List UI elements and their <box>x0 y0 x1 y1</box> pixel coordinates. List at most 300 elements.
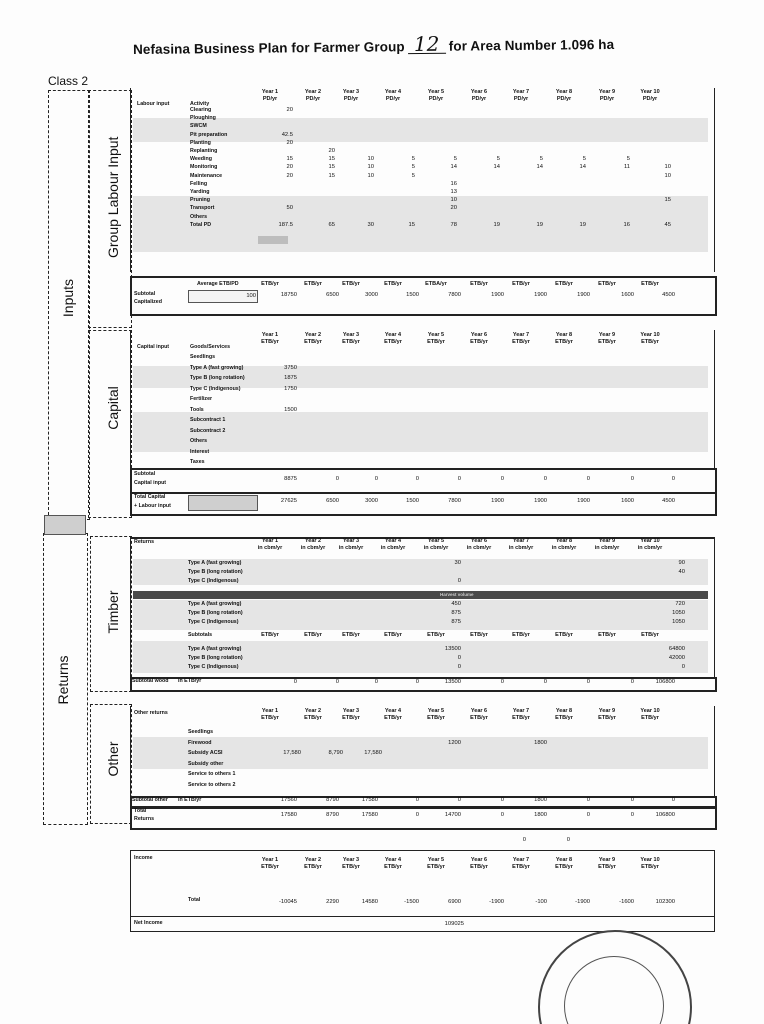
labour-activity-planting: Planting <box>190 139 211 146</box>
timber-subtotal-label: Subtotal wood <box>132 678 169 684</box>
capital-total-cell-y7: 1900 <box>534 498 547 504</box>
labour-col2-label: Activity <box>190 101 210 107</box>
labour-activity-felling: Felling <box>190 180 208 187</box>
group-number-handwritten: 12 <box>408 35 446 54</box>
capital-col1-label: Capital input <box>137 344 170 350</box>
capital-subtotal-cell-y4: 0 <box>415 476 419 482</box>
timber-subtotals-unit-y3: ETB/yr <box>342 632 360 638</box>
timber-subtotals-unit-y2: ETB/yr <box>304 632 322 638</box>
year-label: Year 5 <box>427 89 445 95</box>
income-total-cell-y4: -1500 <box>404 899 419 905</box>
timber-y10-value: 0 <box>681 664 685 671</box>
other-subtotal-label: Subtotal other <box>132 797 168 803</box>
year-label: Year 7 <box>512 708 530 714</box>
capital-item: Subcontract 2 <box>190 427 226 434</box>
timber-header-year-9 <box>585 538 629 552</box>
timber-y10-value: 42000 <box>668 655 685 662</box>
timber-y10-value: 1050 <box>672 619 685 626</box>
labour-value: 15 <box>664 197 671 204</box>
capital-header-year-10 <box>628 332 672 346</box>
year-label: Year 8 <box>555 857 573 863</box>
labour-activity-others: Others <box>190 213 208 220</box>
year-label: Year 4 <box>384 857 402 863</box>
other-subtotal-cell-y5: 0 <box>457 797 461 803</box>
capital-total-cell-y9: 1600 <box>621 498 634 504</box>
labour-header-year-9 <box>585 89 629 103</box>
page-title: Nefasina Business Plan for Farmer Group 12 for Area Number 1.096 ha <box>132 31 615 57</box>
timber-header-year-4 <box>371 538 415 552</box>
year-label: Year 4 <box>384 538 402 544</box>
unit-label: ETB/yr <box>512 715 530 721</box>
labour-header-year-3 <box>329 89 373 103</box>
timber-subtotals-unit-y8: ETB/yr <box>555 632 573 638</box>
other-subtotal-cell-y8: 0 <box>586 797 590 803</box>
labour-value: 20 <box>286 164 293 171</box>
timber-subtotal-cell-y9: 0 <box>630 679 634 685</box>
labour-etb-unit-y6: ETB/yr <box>470 281 488 287</box>
labour-activity-weeding: Weeding <box>190 156 212 163</box>
income-header-year-9 <box>585 857 629 871</box>
timber-subtotals-label: Subtotals <box>188 632 213 638</box>
labour-value: 5 <box>496 156 500 163</box>
year-label: Year 10 <box>640 538 660 544</box>
subsidy-acsi-y1: 17,580 <box>283 750 301 756</box>
other-side-label: Other <box>105 741 121 777</box>
year-label: Year 9 <box>598 538 616 544</box>
year-label: Year 7 <box>512 332 530 338</box>
year-label: Year 1 <box>261 708 279 714</box>
unit-label: PD/yr <box>428 96 444 102</box>
income-total-cell-y10: 102300 <box>655 899 675 905</box>
income-total-cell-y9: -1600 <box>619 899 634 905</box>
other-total-cell-y9: 0 <box>630 812 634 818</box>
income-divider <box>130 916 715 917</box>
capital-item: Type A (fast growing) <box>190 364 244 371</box>
labour-etb-unit-y4: ETB/yr <box>384 281 402 287</box>
unit-label: ETB/yr <box>598 864 616 870</box>
year-label: Year 1 <box>261 857 279 863</box>
year-label: Year 8 <box>555 332 573 338</box>
income-total-cell-y2: 2290 <box>326 899 339 905</box>
income-header-year-10 <box>628 857 672 871</box>
capital-total-cell-y6: 1900 <box>491 498 504 504</box>
labour-activity-maintenance: Maintenance <box>190 172 223 179</box>
other-total-label2: Returns <box>134 816 155 822</box>
labour-value: 65 <box>328 221 335 228</box>
labour-value: 30 <box>367 221 374 228</box>
timber-row-label: Type B (long rotation) <box>188 569 243 576</box>
other-returns-label: Other returns <box>134 710 168 716</box>
other-item: Service to others 2 <box>188 781 236 788</box>
timber-side-label: Timber <box>105 590 121 634</box>
other-header-year-8 <box>542 708 586 722</box>
timber-subtotal-cell-y6: 0 <box>500 679 504 685</box>
labour-value: 187.5 <box>278 221 293 228</box>
capital-side-label: Capital <box>105 386 121 430</box>
labour-subtotal-cell-y8: 1900 <box>577 292 590 298</box>
year-label: Year 9 <box>598 332 616 338</box>
capital-value: 1500 <box>284 406 297 413</box>
year-label: Year 8 <box>555 708 573 714</box>
capital-subtotal-cell-y5: 0 <box>457 476 461 482</box>
timber-header-year-7 <box>499 538 543 552</box>
labour-header-year-1 <box>248 89 292 103</box>
year-label: Year 6 <box>470 89 488 95</box>
unit-label: ETB/yr <box>384 864 402 870</box>
labour-value: 20 <box>286 172 293 179</box>
unit-label: ETB/yr <box>512 339 530 345</box>
capital-item: Type C (Indigenous) <box>190 385 241 392</box>
labour-subtotal-cell-y5: 7800 <box>448 292 461 298</box>
transport-cell-marker <box>258 236 288 244</box>
labour-value: 15 <box>328 164 335 171</box>
income-header-year-5 <box>414 857 458 871</box>
below-value-2: 0 <box>566 837 570 843</box>
year-label: Year 9 <box>598 857 616 863</box>
timber-y5-value: 875 <box>451 619 461 626</box>
unit-label: ETB/yr <box>342 339 360 345</box>
timber-subtotal-cell-y1: 0 <box>293 679 297 685</box>
unit-label: ETB/yr <box>261 715 279 721</box>
income-total-cell-y6: -1900 <box>489 899 504 905</box>
timber-row-label: Type C (Indigenous) <box>188 664 239 671</box>
unit-label: in cbm/yr <box>300 545 326 551</box>
other-subtotal-cell-y4: 0 <box>415 797 419 803</box>
unit-label: ETB/yr <box>304 715 322 721</box>
year-label: Year 7 <box>512 538 530 544</box>
capital-header-year-1 <box>248 332 292 346</box>
other-total-cell-y1: 17580 <box>280 812 297 818</box>
capital-header-year-9 <box>585 332 629 346</box>
timber-header-year-3 <box>329 538 373 552</box>
capital-total-cell-y2: 6500 <box>326 498 339 504</box>
labour-value: 10 <box>664 172 671 179</box>
year-label: Year 10 <box>640 708 660 714</box>
timber-y5-value: 450 <box>451 601 461 607</box>
capital-subtotal-cell-y10: 0 <box>671 476 675 482</box>
unit-label: ETB/yr <box>342 864 360 870</box>
labour-value: 19 <box>536 221 543 228</box>
labour-etb-unit-y3: ETB/yr <box>342 281 360 287</box>
income-header-year-7 <box>499 857 543 871</box>
labour-value: 14 <box>536 164 543 171</box>
unit-label: in cbm/yr <box>423 545 449 551</box>
labour-value: 20 <box>450 205 457 212</box>
unit-label: in cbm/yr <box>594 545 620 551</box>
capital-header-year-8 <box>542 332 586 346</box>
year-label: Year 8 <box>555 538 573 544</box>
other-subtotal-cell-y3: 17580 <box>361 797 378 803</box>
timber-subtotals-unit-y1: ETB/yr <box>261 632 279 638</box>
unit-label: ETB/yr <box>641 715 659 721</box>
timber-row-label: Type C (Indigenous) <box>188 578 239 585</box>
capital-item: Others <box>190 438 208 444</box>
capital-header-year-4 <box>371 332 415 346</box>
other-subtotal-unit: in ETB/yr <box>178 797 202 803</box>
group-labour-side-label: Group Labour Input <box>105 136 121 258</box>
year-label: Year 6 <box>470 538 488 544</box>
timber-y5-value: 30 <box>454 560 461 566</box>
labour-avg-value: 100 <box>246 293 256 299</box>
timber-subtotals-unit-y7: ETB/yr <box>512 632 530 638</box>
timber-y10-value: 1050 <box>672 610 685 617</box>
labour-subtotal-cell-y10: 4500 <box>662 292 675 298</box>
labour-subtotal-cell-y6: 1900 <box>491 292 504 298</box>
year-label: Year 3 <box>342 332 360 338</box>
year-label: Year 7 <box>512 857 530 863</box>
timber-header-year-8 <box>542 538 586 552</box>
labour-value: 20 <box>286 139 293 146</box>
year-label: Year 6 <box>470 332 488 338</box>
other-total-cell-y2: 8790 <box>326 812 339 818</box>
labour-activity-pit-preparation: Pit preparation <box>190 131 228 138</box>
unit-label: in cbm/yr <box>508 545 534 551</box>
labour-activity-replanting: Replanting <box>190 148 218 154</box>
labour-band-1 <box>133 118 708 142</box>
capital-subtotal-cell-y6: 0 <box>500 476 504 482</box>
labour-activity-ploughing: Ploughing <box>190 115 216 122</box>
capital-header-year-7 <box>499 332 543 346</box>
unit-label: ETB/yr <box>261 864 279 870</box>
other-subtotal-cell-y2: 8790 <box>326 797 339 803</box>
timber-subtotals-unit-y9: ETB/yr <box>598 632 616 638</box>
year-label: Year 3 <box>342 89 360 95</box>
labour-col1-label: Labour input <box>137 101 170 107</box>
labour-value: 15 <box>328 156 335 163</box>
other-total-cell-y8: 0 <box>586 812 590 818</box>
unit-label: PD/yr <box>471 96 487 102</box>
other-header-year-4 <box>371 708 415 722</box>
year-label: Year 10 <box>640 332 660 338</box>
firewood-y5: 1200 <box>448 739 461 746</box>
unit-label: ETB/yr <box>598 339 616 345</box>
labour-avg-label: Average ETB/PD <box>197 281 239 287</box>
year-label: Year 4 <box>384 332 402 338</box>
labour-activity-yarding: Yarding <box>190 189 210 195</box>
labour-value: 15 <box>286 156 293 163</box>
capital-total-label2: + Labour input <box>134 503 171 509</box>
income-total-cell-y5: 6900 <box>448 899 461 905</box>
unit-label: PD/yr <box>385 96 401 102</box>
timber-subtotal-cell-y5: 13500 <box>444 679 461 685</box>
labour-etb-unit-y2: ETB/yr <box>304 281 322 287</box>
unit-label: ETB/yr <box>598 715 616 721</box>
income-header-year-6 <box>457 857 501 871</box>
subsidy-acsi-y2: 8,790 <box>328 750 343 756</box>
labour-value: 5 <box>411 164 415 171</box>
year-label: Year 7 <box>512 89 530 95</box>
unit-label: ETB/yr <box>555 715 573 721</box>
capital-total-label: Total Capital <box>134 494 166 500</box>
net-income-label: Net Income <box>134 920 163 926</box>
labour-value: 78 <box>450 221 457 228</box>
year-label: Year 2 <box>304 332 322 338</box>
other-item: Subsidy other <box>188 760 224 767</box>
timber-row-label: Type C (Indigenous) <box>188 619 239 626</box>
labour-activity-total-pd: Total PD <box>190 221 212 228</box>
other-item: Seedlings <box>188 729 214 735</box>
labour-value: 5 <box>411 156 415 163</box>
unit-label: ETB/yr <box>304 339 322 345</box>
capital-total-cell-y1: 27625 <box>280 498 297 504</box>
year-label: Year 5 <box>427 332 445 338</box>
labour-value: 45 <box>664 221 671 228</box>
timber-subtotal-cell-y3: 0 <box>374 679 378 685</box>
other-total-cell-y5: 14700 <box>444 812 461 818</box>
labour-value: 5 <box>626 156 630 163</box>
timber-header-year-5 <box>414 538 458 552</box>
year-label: Year 5 <box>427 857 445 863</box>
timber-y5-value: 875 <box>451 610 461 617</box>
capital-value: 3750 <box>284 364 297 371</box>
labour-value: 10 <box>367 156 374 163</box>
unit-label: ETB/yr <box>641 339 659 345</box>
labour-value: 5 <box>411 172 415 179</box>
timber-returns-label: Returns <box>134 539 155 545</box>
timber-y5-value: 0 <box>457 664 461 671</box>
timber-subtotal-cell-y7: 0 <box>543 679 547 685</box>
timber-header-year-10 <box>628 538 672 552</box>
unit-label: ETB/yr <box>427 339 445 345</box>
labour-value: 5 <box>453 156 457 163</box>
capital-total-cell-y4: 1500 <box>406 498 419 504</box>
labour-header-year-8 <box>542 89 586 103</box>
other-header-year-9 <box>585 708 629 722</box>
capital-col2-label: Goods/Services <box>190 344 231 350</box>
returns-side-label: Returns <box>55 655 71 705</box>
other-subtotal-cell-y6: 0 <box>500 797 504 803</box>
unit-label: ETB/yr <box>555 339 573 345</box>
labour-header-year-10 <box>628 89 672 103</box>
capital-item: Type B (long rotation) <box>190 375 245 381</box>
timber-y10-value: 720 <box>675 601 685 607</box>
other-header-year-1 <box>248 708 292 722</box>
unit-label: ETB/yr <box>641 864 659 870</box>
labour-value: 16 <box>450 180 457 187</box>
year-label: Year 2 <box>304 89 322 95</box>
unit-label: PD/yr <box>556 96 572 102</box>
other-header-year-7 <box>499 708 543 722</box>
labour-value: 10 <box>367 164 374 171</box>
labour-value: 5 <box>582 156 586 163</box>
other-subtotal-cell-y10: 0 <box>671 797 675 803</box>
unit-label: ETB/yr <box>470 864 488 870</box>
labour-value: 5 <box>539 156 543 163</box>
labour-subtotal-cell-y9: 1600 <box>621 292 634 298</box>
labour-capitalized-label: Capitalized <box>134 299 162 305</box>
inputs-side-label: Inputs <box>60 278 76 318</box>
year-label: Year 1 <box>261 538 279 544</box>
timber-subtotal-unit: in ETB/yr <box>178 678 202 684</box>
labour-value: 10 <box>450 197 457 204</box>
labour-value: 13 <box>450 189 457 195</box>
year-label: Year 5 <box>427 708 445 714</box>
labour-value: 16 <box>623 221 630 228</box>
capital-header-year-5 <box>414 332 458 346</box>
other-header-year-5 <box>414 708 458 722</box>
timber-header-year-1 <box>248 538 292 552</box>
subsidy-acsi-y3: 17,580 <box>364 750 382 756</box>
other-total-box <box>130 806 717 830</box>
labour-value: 14 <box>450 164 457 171</box>
income-total-cell-y7: -100 <box>535 899 547 905</box>
year-label: Year 3 <box>342 857 360 863</box>
capital-subtotal-cell-y7: 0 <box>543 476 547 482</box>
other-header-year-3 <box>329 708 373 722</box>
timber-y5-value: 13500 <box>444 646 461 652</box>
labour-subtotal-label: Subtotal <box>134 291 156 297</box>
unit-label: in cbm/yr <box>637 545 663 551</box>
unit-label: PD/yr <box>513 96 529 102</box>
timber-subtotal-cell-y4: 0 <box>415 679 419 685</box>
other-total-cell-y7: 1800 <box>534 812 547 818</box>
unit-label: ETB/yr <box>427 864 445 870</box>
capital-total-cell-y5: 7800 <box>448 498 461 504</box>
labour-etb-unit-y1: ETB/yr <box>261 281 279 287</box>
labour-value: 15 <box>408 221 415 228</box>
other-item: Subsidy ACSI <box>188 750 223 756</box>
labour-etb-unit-y7: ETB/yr <box>512 281 530 287</box>
labour-value: 15 <box>328 172 335 179</box>
unit-label: PD/yr <box>262 96 278 102</box>
unit-label: ETB/yr <box>555 864 573 870</box>
firewood-y7: 1800 <box>534 739 547 746</box>
capital-subtotal-cell-y3: 0 <box>374 476 378 482</box>
other-header-year-6 <box>457 708 501 722</box>
timber-row-label: Type B (long rotation) <box>188 610 243 617</box>
timber-subtotals-unit-y5: ETB/yr <box>427 632 445 638</box>
capital-subtotal-cell-y2: 0 <box>335 476 339 482</box>
other-item: Firewood <box>188 739 212 746</box>
capital-value: 1750 <box>284 385 297 392</box>
unit-label: ETB/yr <box>384 715 402 721</box>
unit-label: ETB/yr <box>427 715 445 721</box>
timber-row-label: Type A (fast growing) <box>188 646 242 652</box>
labour-activity-transport: Transport <box>190 205 215 212</box>
year-label: Year 10 <box>640 857 660 863</box>
timber-dark-band <box>133 591 708 599</box>
unit-label: ETB/yr <box>261 339 279 345</box>
capital-item: Seedlings <box>190 354 216 360</box>
other-subtotal-cell-y7: 1800 <box>534 797 547 803</box>
capital-value: 1875 <box>284 375 297 381</box>
timber-subtotal-cell-y2: 0 <box>335 679 339 685</box>
year-label: Year 5 <box>427 538 445 544</box>
other-total-cell-y3: 17580 <box>361 812 378 818</box>
labour-value: 42.5 <box>281 131 293 138</box>
capital-header-year-6 <box>457 332 501 346</box>
timber-subtotals-unit-y6: ETB/yr <box>470 632 488 638</box>
other-total-cell-y4: 0 <box>415 812 419 818</box>
other-item: Service to others 1 <box>188 771 236 777</box>
capital-item: Subcontract 1 <box>190 417 226 423</box>
official-stamp-seal <box>538 930 692 1024</box>
income-header-year-3 <box>329 857 373 871</box>
class-label: Class 2 <box>48 74 89 88</box>
timber-y10-value: 40 <box>678 569 685 576</box>
unit-label: in cbm/yr <box>466 545 492 551</box>
capital-subtotal-label: Subtotal <box>134 471 156 477</box>
income-total-cell-y1: -10045 <box>278 899 297 905</box>
year-label: Year 4 <box>384 89 402 95</box>
labour-activity-pruning: Pruning <box>190 197 211 204</box>
unit-label: ETB/yr <box>470 715 488 721</box>
year-label: Year 3 <box>342 538 360 544</box>
income-header-year-1 <box>248 857 292 871</box>
labour-value: 11 <box>623 164 630 171</box>
timber-row-label: Type B (long rotation) <box>188 655 243 662</box>
capital-subtotal-cell-y1: 8875 <box>284 476 297 482</box>
